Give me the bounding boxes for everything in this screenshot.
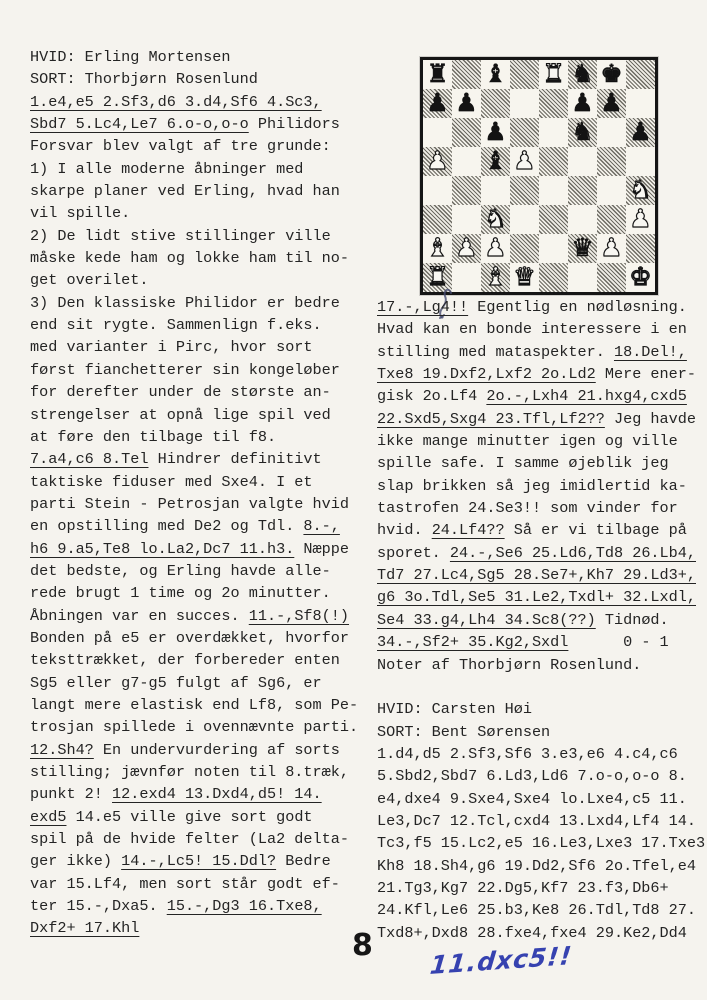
board-square-b6: [452, 118, 481, 147]
text-line: måske kede ham og lokke ham til no-: [30, 249, 349, 268]
board-square-a7: [423, 89, 452, 118]
text-line: ter 15.-,Dxa5. 15.-,Dg3 16.Txe8,: [30, 897, 322, 916]
text-line: Txe8 19.Dxf2,Lxf2 2o.Ld2 Mere ener-: [377, 365, 697, 384]
text-column-left: [30, 46, 370, 940]
text-line: punkt 2! 12.exd4 13.Dxd4,d5! 14.: [30, 785, 322, 804]
text-line: en opstilling med De2 og Tdl. 8.-,: [30, 517, 340, 536]
white-chess-piece: ♟: [513, 146, 536, 175]
board-square-e4: [539, 176, 568, 205]
black-chess-piece: ♝: [484, 59, 507, 88]
text-line: end sit rygte. Sammenlign f.eks.: [30, 316, 322, 335]
text-line: spil på de hvide felter (La2 delta-: [30, 830, 349, 849]
board-square-f4: [568, 176, 597, 205]
text-line: tastrofen 24.Se3!! som vinder for: [377, 499, 678, 518]
text-line: 1.e4,e5 2.Sf3,d6 3.d4,Sf6 4.Sc3,: [30, 92, 322, 111]
black-chess-piece: ♝: [484, 146, 507, 175]
board-square-h7: [626, 89, 655, 118]
board-square-e1: [539, 263, 568, 292]
text-line: det bedste, og Erling havde alle-: [30, 561, 331, 580]
text-line: get overilet.: [30, 271, 149, 290]
text-line: 1.d4,d5 2.Sf3,Sf6 3.e3,e6 4.c4,c6: [377, 744, 678, 763]
text-line: HVID: Erling Mortensen: [30, 48, 231, 66]
board-square-b5: [452, 147, 481, 176]
board-square-e6: [539, 118, 568, 147]
board-square-e5: [539, 147, 568, 176]
board-square-c3: [481, 205, 510, 234]
board-square-f1: [568, 263, 597, 292]
board-square-e2: [539, 234, 568, 263]
board-square-d2: [510, 234, 539, 263]
board-square-h2: [626, 234, 655, 263]
text-column-right: [377, 296, 707, 944]
black-chess-piece: ♞: [571, 117, 594, 146]
text-line: gisk 2o.Lf4 2o.-,Lxh4 21.hxg4,cxd5: [377, 387, 687, 406]
text-line: Txd8+,Dxd8 28.fxe4,fxe4 29.Ke2,Dd4: [377, 923, 687, 942]
board-square-h4: [626, 176, 655, 205]
white-chess-piece: ♞: [484, 204, 507, 233]
text-line: 12.Sh4? En undervurdering af sorts: [30, 740, 340, 759]
board-square-f2: [568, 234, 597, 263]
board-square-g6: [597, 118, 626, 147]
text-line: Le3,Dc7 12.Tcl,cxd4 13.Lxd4,Lf4 14.: [377, 811, 696, 830]
board-square-c5: [481, 147, 510, 176]
board-square-b4: [452, 176, 481, 205]
text-line: HVID: Carsten Høi: [377, 700, 532, 719]
handwritten-annotation: 11.dxc5!!: [428, 940, 574, 981]
text-line: [377, 676, 707, 698]
text-line: trosjan spillede i ovennævnte parti.: [30, 718, 359, 737]
board-square-g2: [597, 234, 626, 263]
board-square-a5: [423, 147, 452, 176]
black-chess-piece: ♟: [600, 88, 623, 117]
text-line: 24.Kfl,Le6 25.b3,Ke8 26.Tdl,Td8 27.: [377, 901, 696, 920]
white-chess-piece: ♟: [484, 233, 507, 262]
white-chess-piece: ♟: [600, 233, 623, 262]
black-chess-piece: ♛: [571, 233, 594, 262]
text-line: at føre den tilbage til f8.: [30, 427, 277, 446]
black-chess-piece: ♟: [629, 117, 652, 146]
white-chess-piece: ♟: [629, 204, 652, 233]
text-line: e4,dxe4 9.Sxe4,Sxe4 lo.Lxe4,c5 11.: [377, 789, 687, 808]
white-chess-piece: ♝: [426, 233, 449, 262]
text-line: taktiske fiduser med Sxe4. I et: [30, 472, 313, 491]
black-chess-piece: ♟: [455, 88, 478, 117]
board-square-d4: [510, 176, 539, 205]
text-line: exd5 14.e5 ville give sort godt: [30, 807, 313, 826]
black-chess-piece: ♚: [600, 59, 623, 88]
board-square-h5: [626, 147, 655, 176]
board-square-b7: [452, 89, 481, 118]
text-line: SORT: Thorbjørn Rosenlund: [30, 70, 258, 89]
board-square-d3: [510, 205, 539, 234]
white-chess-piece: ♞: [629, 175, 652, 204]
board-square-f8: [568, 60, 597, 89]
board-square-a4: [423, 176, 452, 205]
text-line: slap brikken så jeg imidlertid ka-: [377, 476, 687, 495]
text-line: 7.a4,c6 8.Tel Hindrer definitivt: [30, 450, 322, 469]
white-chess-piece: ♛: [513, 262, 536, 291]
board-square-c4: [481, 176, 510, 205]
text-line: Tc3,f5 15.Lc2,e5 16.Le3,Lxe3 17.Txe3: [377, 834, 706, 853]
board-square-h8: [626, 60, 655, 89]
text-line: Dxf2+ 17.Khl: [30, 919, 140, 938]
text-line: spille safe. I samme øjeblik jeg: [377, 454, 669, 473]
board-square-a8: [423, 60, 452, 89]
text-line: Kh8 18.Sh4,g6 19.Dd2,Sf6 2o.Tfel,e4: [377, 856, 696, 875]
text-line: var 15.Lf4, men sort står godt ef-: [30, 874, 340, 893]
text-line: Forsvar blev valgt af tre grunde:: [30, 137, 331, 156]
text-line: g6 3o.Tdl,Se5 31.Le2,Txdl+ 32.Lxdl,: [377, 588, 696, 607]
board-square-d5: [510, 147, 539, 176]
board-square-g3: [597, 205, 626, 234]
text-line: 5.Sbd2,Sbd7 6.Ld3,Ld6 7.o-o,o-o 8.: [377, 767, 687, 786]
board-square-g1: [597, 263, 626, 292]
board-square-g7: [597, 89, 626, 118]
text-line: 17.-,Lg4!! Egentlig en nødløsning.: [377, 298, 687, 316]
white-chess-piece: ♟: [455, 233, 478, 262]
text-line: Åbningen var en succes. 11.-,Sf8(!): [30, 606, 350, 625]
board-square-g5: [597, 147, 626, 176]
text-line: 2) De lidt stive stillinger ville: [30, 226, 331, 245]
text-line: sporet. 24.-,Se6 25.Ld6,Td8 26.Lb4,: [377, 543, 696, 562]
black-chess-piece: ♟: [484, 117, 507, 146]
board-square-d1: [510, 263, 539, 292]
text-line: Se4 33.g4,Lh4 34.Sc8(??) Tidnød.: [377, 610, 669, 629]
text-line: vil spille.: [30, 204, 131, 223]
board-square-c8: [481, 60, 510, 89]
black-chess-piece: ♟: [426, 88, 449, 117]
text-line: Td7 27.Lc4,Sg5 28.Se7+,Kh7 29.Ld3+,: [377, 566, 696, 585]
page-number: 8: [352, 928, 373, 963]
board-square-f3: [568, 205, 597, 234]
board-square-d6: [510, 118, 539, 147]
text-line: 1) I alle moderne åbninger med: [30, 159, 304, 178]
board-square-b3: [452, 205, 481, 234]
white-chess-piece: ♝: [484, 262, 507, 291]
board-square-d7: [510, 89, 539, 118]
text-line: parti Stein - Petrosjan valgte hvid: [30, 494, 349, 513]
text-line: teksttrækket, der forbereder enten: [30, 651, 340, 670]
text-line: Bonden på e5 er overdækket, hvorfor: [30, 628, 349, 647]
board-square-f7: [568, 89, 597, 118]
text-line: Sg5 eller g7-g5 fulgt af Sg6, er: [30, 673, 322, 692]
board-square-d8: [510, 60, 539, 89]
text-line: h6 9.a5,Te8 lo.La2,Dc7 11.h3. Næppe: [30, 539, 349, 558]
board-square-c2: [481, 234, 510, 263]
text-line: SORT: Bent Sørensen: [377, 722, 551, 741]
text-line: hvid. 24.Lf4?? Så er vi tilbage på: [377, 521, 687, 540]
board-square-e7: [539, 89, 568, 118]
text-line: stilling med mataspekter. 18.Del!,: [377, 342, 687, 361]
text-line: 21.Tg3,Kg7 22.Dg5,Kf7 23.f3,Db6+: [377, 878, 669, 897]
board-square-c7: [481, 89, 510, 118]
text-line: Sbd7 5.Lc4,Le7 6.o-o,o-o Philidors: [30, 115, 340, 134]
text-line: 34.-,Sf2+ 35.Kg2,Sxdl 0 - 1: [377, 633, 669, 652]
text-line: 22.Sxd5,Sxg4 23.Tfl,Lf2?? Jeg havde: [377, 409, 696, 428]
board-square-h6: [626, 118, 655, 147]
white-chess-piece: ♟: [426, 146, 449, 175]
text-line: langt mere elastisk end Lf8, som Pe-: [30, 695, 359, 714]
board-square-f5: [568, 147, 597, 176]
text-line: stilling; jævnfør noten til 8.træk,: [30, 763, 349, 781]
board-square-c1: [481, 263, 510, 292]
text-line: strengelser at opnå lige spil ved: [30, 405, 331, 424]
board-square-f6: [568, 118, 597, 147]
text-line: Hvad kan en bonde interessere i en: [377, 320, 687, 339]
text-line: med varianter i Pirc, hvor sort: [30, 338, 313, 357]
board-square-c6: [481, 118, 510, 147]
board-square-b2: [452, 234, 481, 263]
board-square-e3: [539, 205, 568, 234]
black-chess-piece: ♟: [571, 88, 594, 117]
board-square-a3: [423, 205, 452, 234]
text-line: først fianchetterer sin kongeløber: [30, 360, 340, 379]
white-chess-piece: ♚: [629, 262, 652, 291]
board-square-a2: [423, 234, 452, 263]
white-chess-piece: ♜: [426, 262, 449, 291]
white-chess-piece: ♜: [542, 59, 565, 88]
board-square-a6: [423, 118, 452, 147]
black-chess-piece: ♜: [426, 59, 449, 88]
text-line: ikke mange minutter igen og ville: [377, 432, 678, 451]
text-line: skarpe planer ved Erling, hvad han: [30, 182, 340, 201]
text-line: Noter af Thorbjørn Rosenlund.: [377, 655, 642, 674]
board-square-b8: [452, 60, 481, 89]
board-square-g4: [597, 176, 626, 205]
board-square-h3: [626, 205, 655, 234]
board-square-h1: [626, 263, 655, 292]
text-line: ger ikke) 14.-,Lc5! 15.Ddl? Bedre: [30, 852, 331, 871]
board-square-g8: [597, 60, 626, 89]
black-chess-piece: ♞: [571, 59, 594, 88]
text-line: rede brugt 1 time og 2o minutter.: [30, 584, 331, 603]
text-line: 3) Den klassiske Philidor er bedre: [30, 293, 340, 312]
board-square-e8: [539, 60, 568, 89]
text-line: for derefter under de største an-: [30, 383, 331, 402]
chess-diagram: [420, 57, 658, 295]
